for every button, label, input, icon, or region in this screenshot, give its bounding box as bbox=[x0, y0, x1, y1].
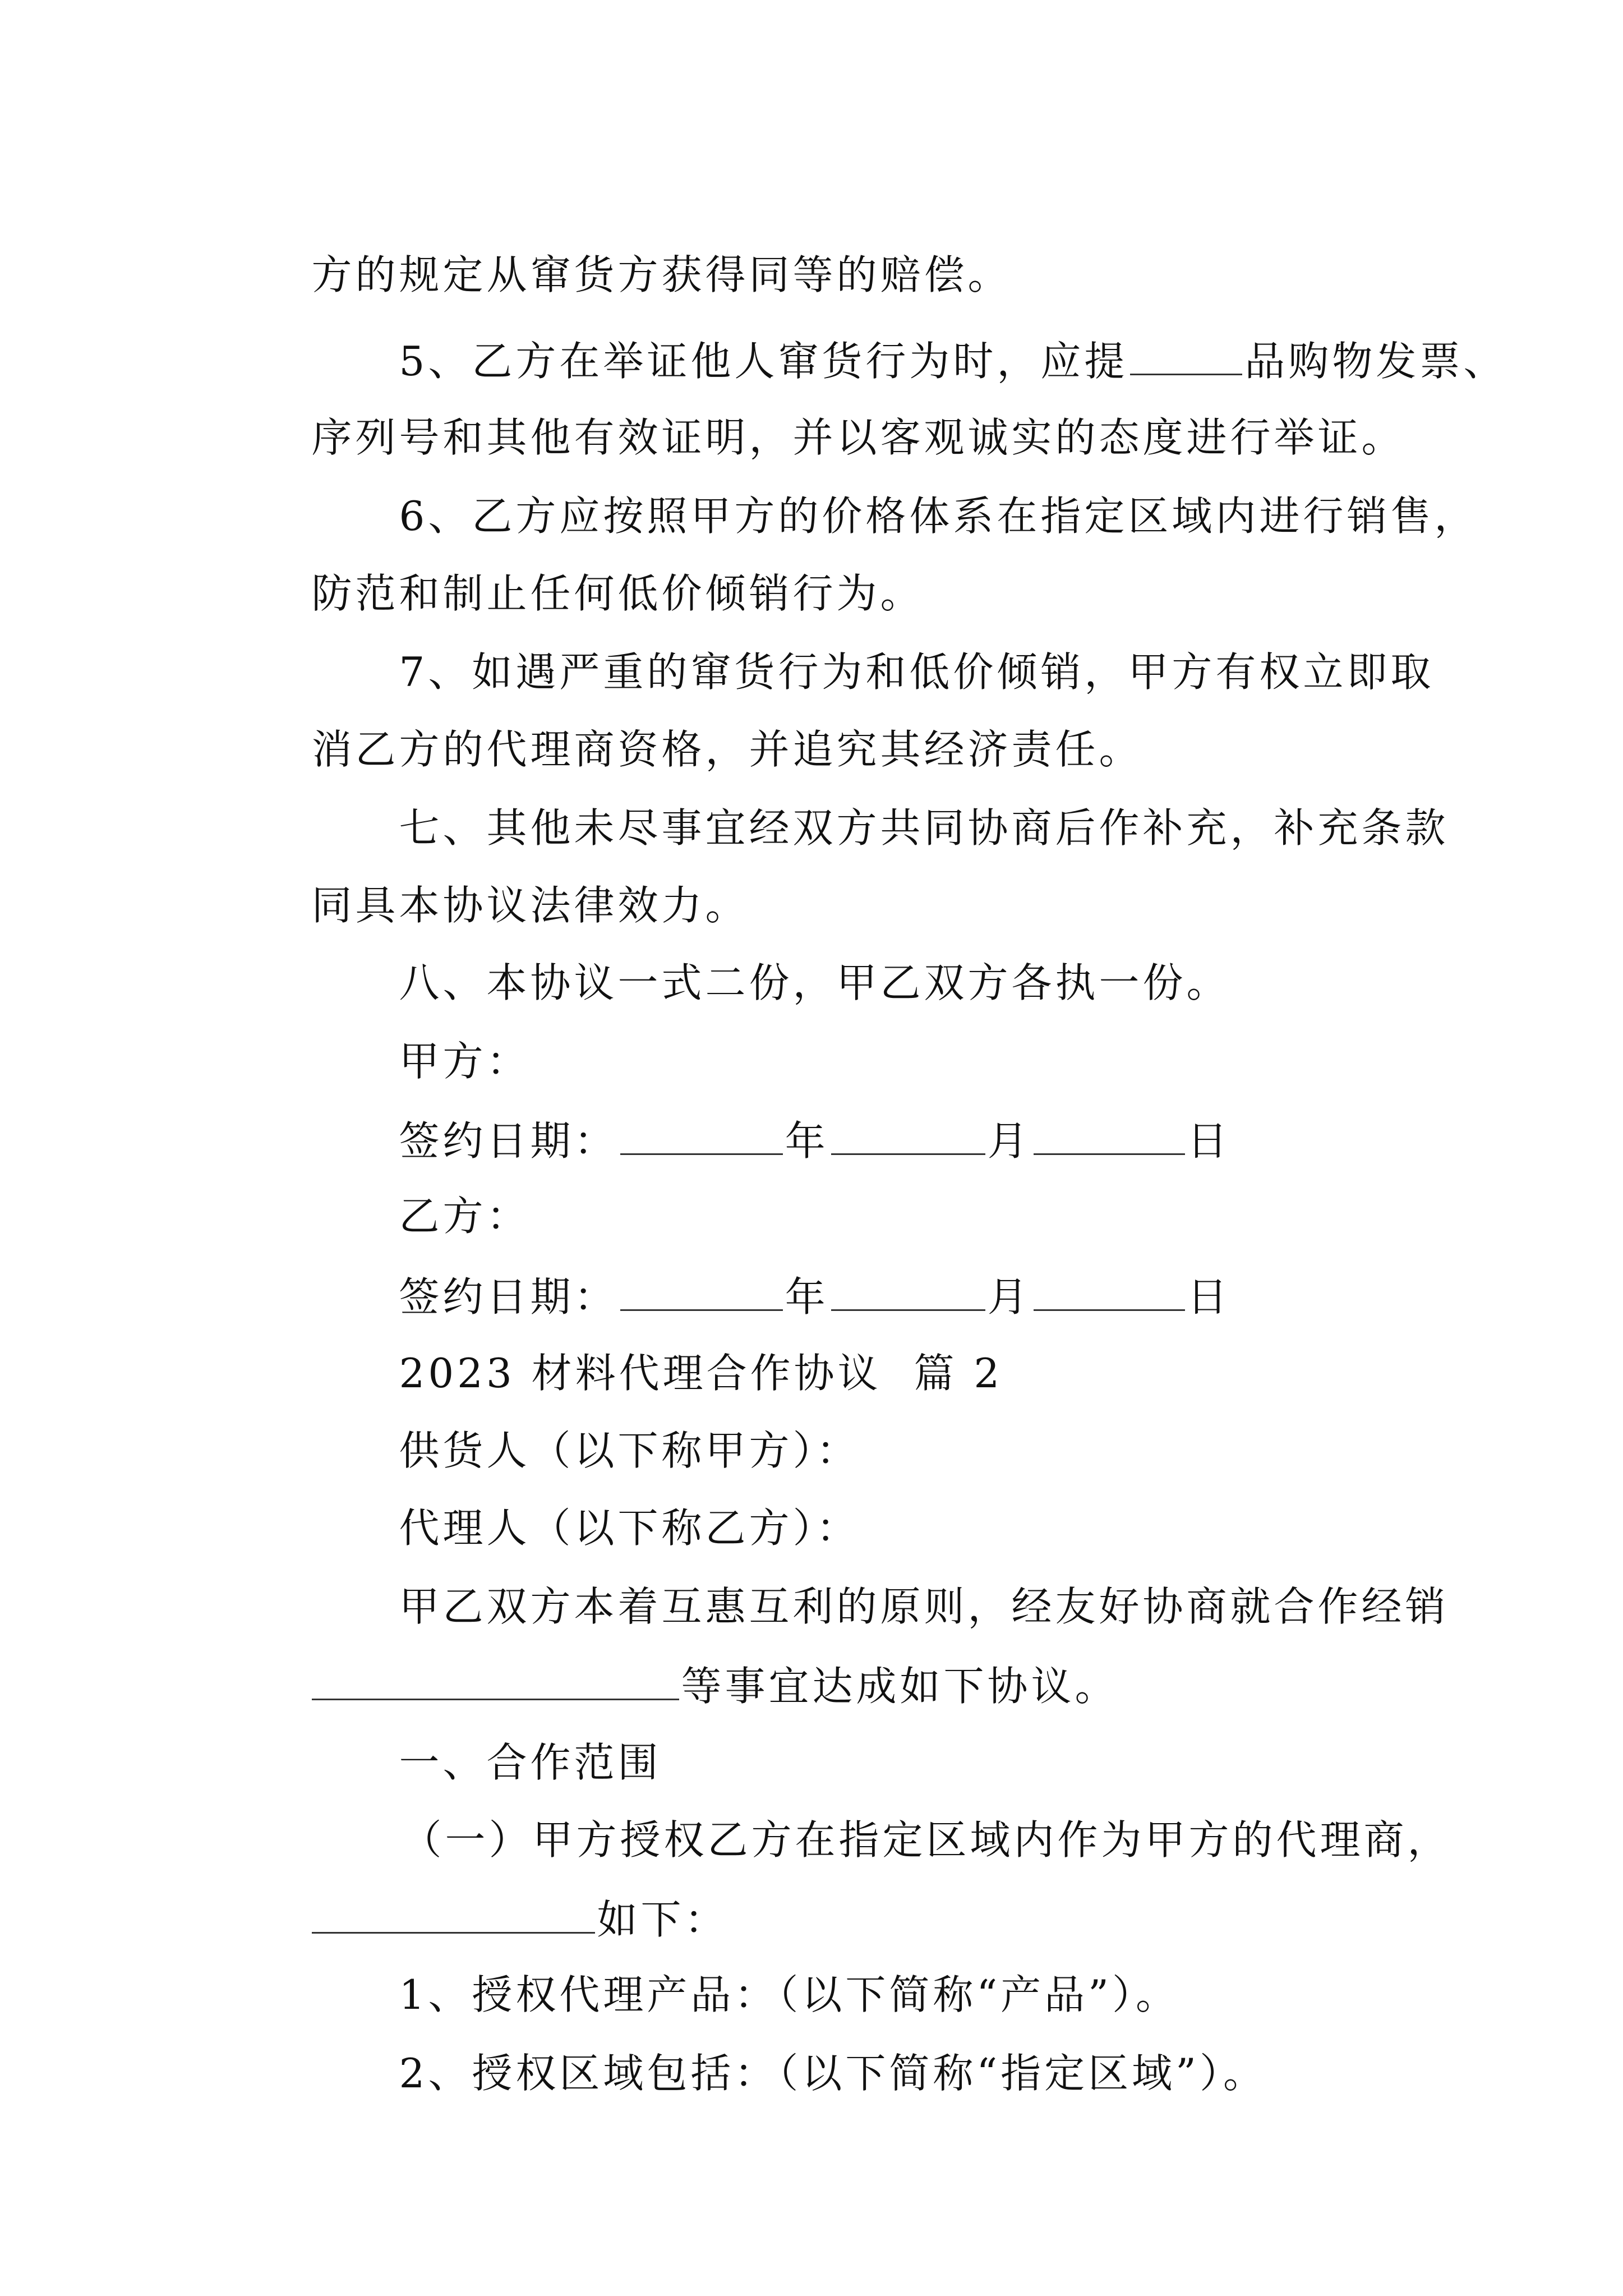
text: 5、乙方在举证他人窜货行为时，应提 bbox=[399, 338, 1128, 385]
text: 甲乙双方本着互惠互利的原则，经友好协商就合作经销 bbox=[399, 1583, 1449, 1630]
text: 品购物发票、 bbox=[1244, 338, 1507, 385]
text: 签约日期： bbox=[399, 1117, 618, 1165]
text: 年 bbox=[785, 1273, 829, 1320]
text: 日 bbox=[1187, 1273, 1231, 1320]
day-blank bbox=[1034, 1274, 1185, 1311]
text: 方的规定从窜货方获得同等的赔偿。 bbox=[311, 251, 1012, 298]
month-blank bbox=[831, 1119, 985, 1155]
text: 月 bbox=[987, 1117, 1031, 1165]
text: 日 bbox=[1187, 1117, 1231, 1165]
month-blank bbox=[831, 1274, 985, 1311]
text: 2、授权区域包括：（以下简称“指定区域”）。 bbox=[399, 2050, 1267, 2097]
text: 月 bbox=[987, 1273, 1031, 1320]
text: 如下： bbox=[597, 1896, 728, 1943]
day-blank bbox=[1034, 1119, 1185, 1155]
text: 代理人（以下称乙方）： bbox=[399, 1504, 860, 1552]
text: 防范和制止任何低价倾销行为。 bbox=[311, 570, 924, 617]
text: 同具本协议法律效力。 bbox=[311, 882, 749, 929]
year-blank bbox=[620, 1274, 783, 1311]
text: 八、本协议一式二份，甲乙双方各执一份。 bbox=[399, 959, 1230, 1006]
text: 签约日期： bbox=[399, 1273, 618, 1320]
fill-blank bbox=[312, 1664, 679, 1700]
text: 6、乙方应按照甲方的价格体系在指定区域内进行销售， bbox=[399, 493, 1478, 540]
text: 甲方： bbox=[399, 1038, 531, 1085]
text: 年 bbox=[785, 1117, 829, 1165]
text: 7、如遇严重的窜货行为和低价倾销，甲方有权立即取 bbox=[399, 648, 1435, 696]
text: 2023 材料代理合作协议 篇 2 bbox=[399, 1350, 1003, 1397]
text: 一、合作范围 bbox=[399, 1739, 662, 1786]
fill-blank bbox=[1130, 339, 1242, 375]
text: 七、其他未尽事宜经双方共同协商后作补充，补充条款 bbox=[399, 804, 1449, 852]
text: 乙方： bbox=[399, 1193, 531, 1240]
fill-blank bbox=[312, 1897, 595, 1934]
text: 供货人（以下称甲方）： bbox=[399, 1427, 860, 1474]
year-blank bbox=[620, 1119, 783, 1155]
text: （一）甲方授权乙方在指定区域内作为甲方的代理商， bbox=[401, 1816, 1451, 1864]
text: 序列号和其他有效证明，并以客观诚实的态度进行举证。 bbox=[311, 414, 1405, 461]
text: 1、授权代理产品：（以下简称“产品”）。 bbox=[399, 1971, 1179, 2018]
item-2 bbox=[334, 2013, 1267, 2134]
text: 等事宜达成如下协议。 bbox=[681, 1663, 1119, 1710]
text: 消乙方的代理商资格，并追究其经济责任。 bbox=[311, 726, 1143, 773]
